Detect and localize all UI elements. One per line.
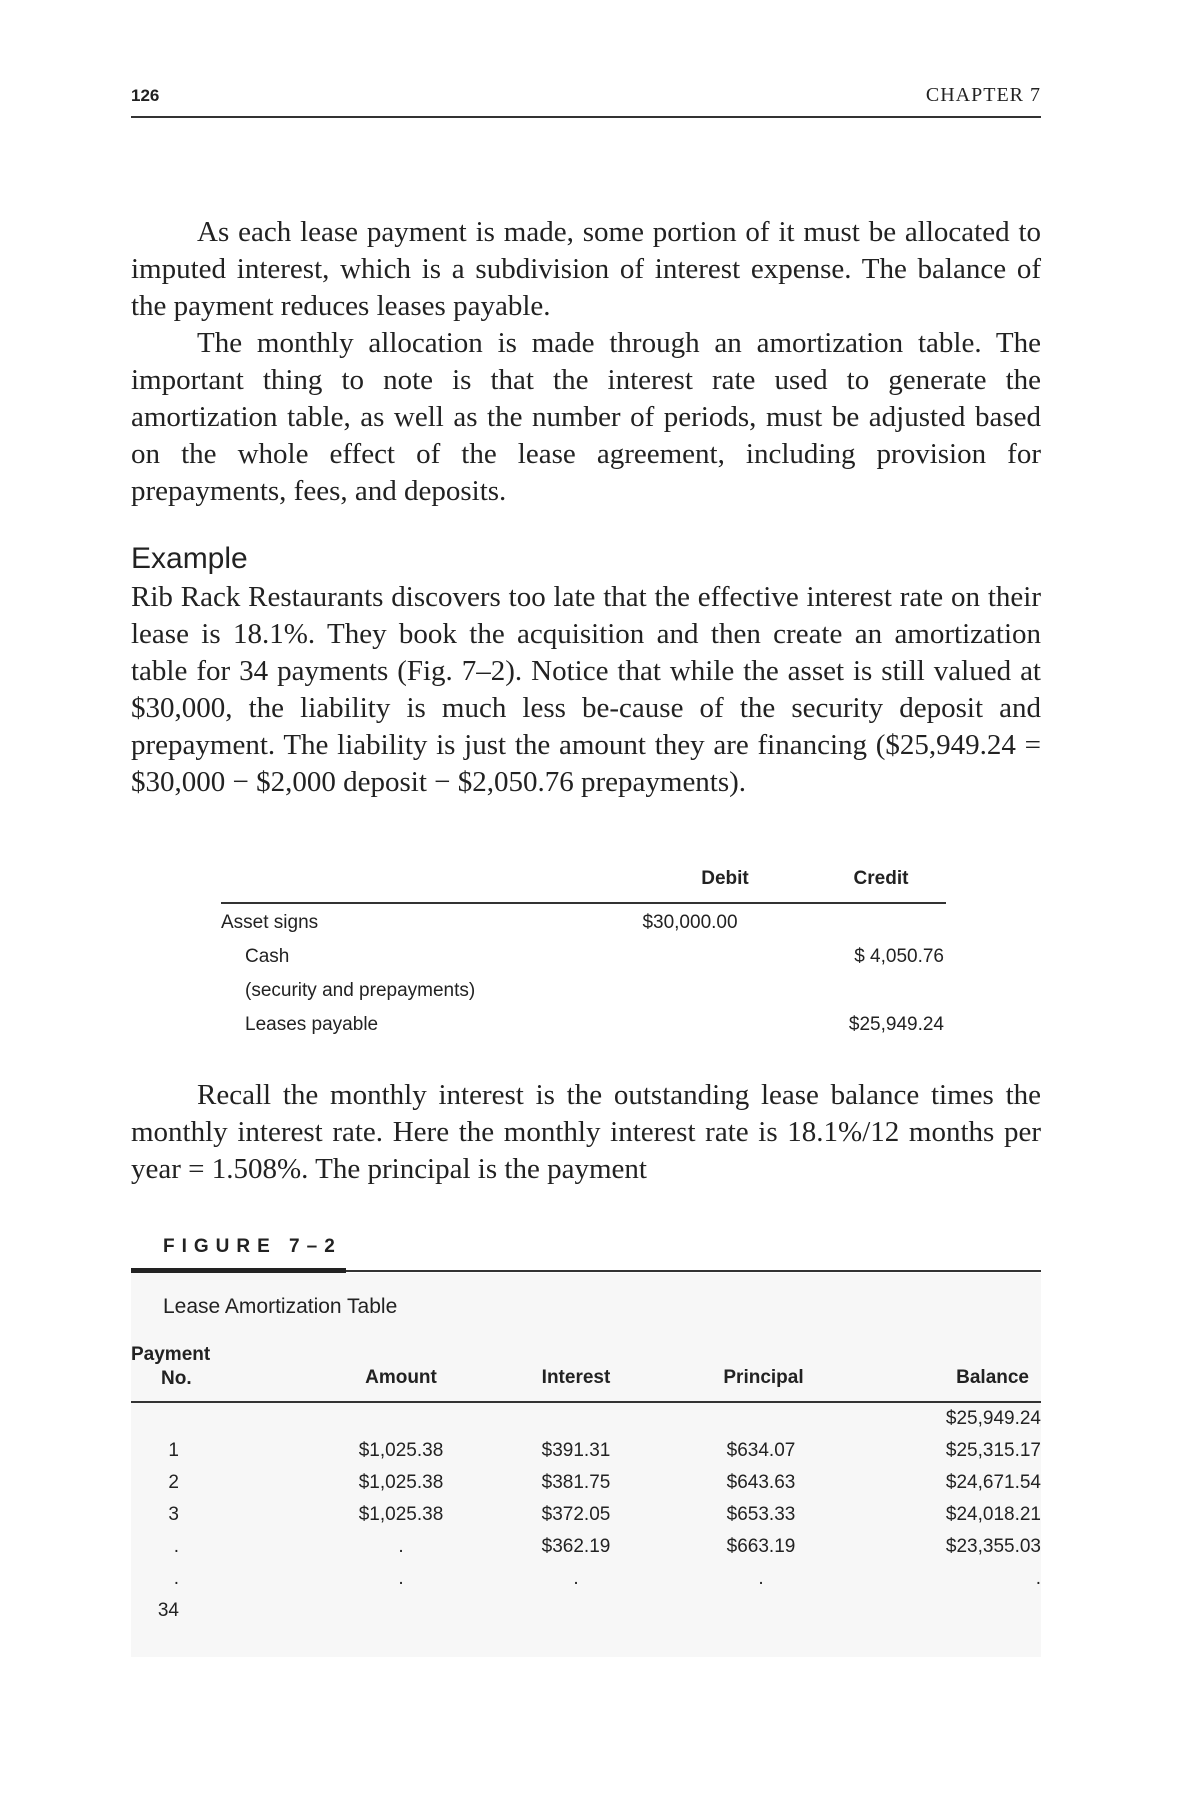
journal-header-debit: Debit: [701, 868, 749, 889]
header-balance: Balance: [956, 1367, 1029, 1388]
cell-interest: $391.31: [541, 1440, 611, 1461]
table-row: [131, 1499, 1041, 1531]
table-row: [131, 1467, 1041, 1499]
journal-header-credit: Credit: [853, 868, 909, 889]
figure-caption: Lease Amortization Table: [163, 1295, 398, 1318]
cell-balance: $24,671.54: [945, 1472, 1041, 1493]
paragraph-example: Rib Rack Restaurants discovers too late that the effective interest rate on their lease is 18.1%. They book the acquisition and then create an amortization table for 34 payments (Fig. 7–2). Notice that while the asset is still valued at $30,000, the liability is much less be-cause of the security deposit and prepayment. The liability is just the amount they are financing ($25,949.24 = $30,000 − $2,000 deposit − $2,050.76 prepayments).: [131, 581, 1041, 798]
paragraph-monthly-interest: Recall the monthly interest is the outstanding lease balance times the monthly interest rate. Here the monthly interest rate is 18.1%/12 months per year = 1.508%. The principal is the payment: [131, 1079, 1041, 1185]
journal-credit: $ 4,050.76: [854, 946, 944, 967]
table-row: [131, 1403, 1041, 1435]
paragraph-monthly-allocation: The monthly allocation is made through an amortization table. The important thing to note is that the interest rate used to generate the amortization table, as well as the number of periods, must be adjusted based on the whole effect of the lease agreement, including provision for prepayments, fees, and deposits.: [131, 327, 1041, 507]
cell-balance: $23,355.03: [945, 1536, 1041, 1557]
cell-principal: $653.33: [726, 1504, 796, 1525]
paragraph-lease-payment: As each lease payment is made, some portion of it must be allocated to imputed interest, which is a subdivision of interest expense. The balance of the payment reduces leases payable.: [131, 216, 1041, 322]
header-payment-line2: No.: [161, 1368, 192, 1389]
cell-interest: .: [573, 1568, 579, 1589]
header-payment-line1: Payment: [131, 1344, 211, 1365]
table-row: [131, 1531, 1041, 1563]
journal-account: Leases payable: [245, 1014, 379, 1035]
journal-header-row: [221, 868, 946, 904]
cell-principal: $634.07: [726, 1440, 796, 1461]
cell-amount: $1,025.38: [358, 1472, 444, 1493]
journal-entry-table: [221, 868, 946, 1040]
cell-payment-no: 34: [157, 1600, 179, 1621]
cell-amount: $1,025.38: [358, 1504, 444, 1525]
cell-interest: $362.19: [541, 1536, 611, 1557]
page-number: 126: [131, 86, 160, 105]
cell-principal: $643.63: [726, 1472, 796, 1493]
cell-amount: .: [398, 1568, 404, 1589]
cell-interest: $381.75: [541, 1472, 611, 1493]
cell-payment-no: 3: [168, 1504, 179, 1525]
journal-row: [221, 1006, 946, 1040]
table-row: [131, 1563, 1041, 1595]
page-header: [131, 82, 1041, 118]
cell-amount: $1,025.38: [358, 1440, 444, 1461]
journal-account: Asset signs: [221, 912, 319, 933]
chapter-label: CHAPTER 7: [925, 84, 1041, 106]
table-row: [131, 1435, 1041, 1467]
journal-credit: $25,949.24: [848, 1014, 944, 1035]
header-amount: Amount: [365, 1367, 437, 1388]
journal-account: (security and prepayments): [245, 980, 476, 1001]
cell-payment-no: 1: [168, 1440, 179, 1461]
figure-7-2: [131, 1232, 1041, 1657]
cell-payment-no: .: [173, 1568, 179, 1589]
journal-account: Cash: [245, 946, 290, 967]
cell-payment-no: .: [173, 1536, 179, 1557]
cell-balance: .: [1035, 1568, 1041, 1589]
table-row: [131, 1595, 1041, 1627]
header-interest: Interest: [541, 1367, 611, 1388]
cell-principal: $663.19: [726, 1536, 796, 1557]
cell-payment-no: 2: [168, 1472, 179, 1493]
journal-row: [221, 904, 946, 938]
figure-label: FIGURE 7–2: [163, 1236, 342, 1257]
cell-balance: $24,018.21: [945, 1504, 1041, 1525]
cell-balance: $25,315.17: [945, 1440, 1041, 1461]
journal-row: [221, 938, 946, 972]
journal-debit: $30,000.00: [642, 912, 738, 933]
journal-row: [221, 972, 946, 1006]
example-heading: Example: [131, 542, 248, 575]
cell-interest: $372.05: [541, 1504, 611, 1525]
header-principal: Principal: [723, 1367, 804, 1388]
amortization-header-row: [131, 1337, 1041, 1403]
cell-principal: .: [758, 1568, 764, 1589]
figure-body: [131, 1273, 1041, 1657]
cell-balance: $25,949.24: [945, 1408, 1041, 1429]
header-payment-no: [131, 1343, 210, 1391]
figure-label-bar: [131, 1232, 1041, 1270]
amortization-table: [131, 1337, 1041, 1627]
cell-amount: .: [398, 1536, 404, 1557]
